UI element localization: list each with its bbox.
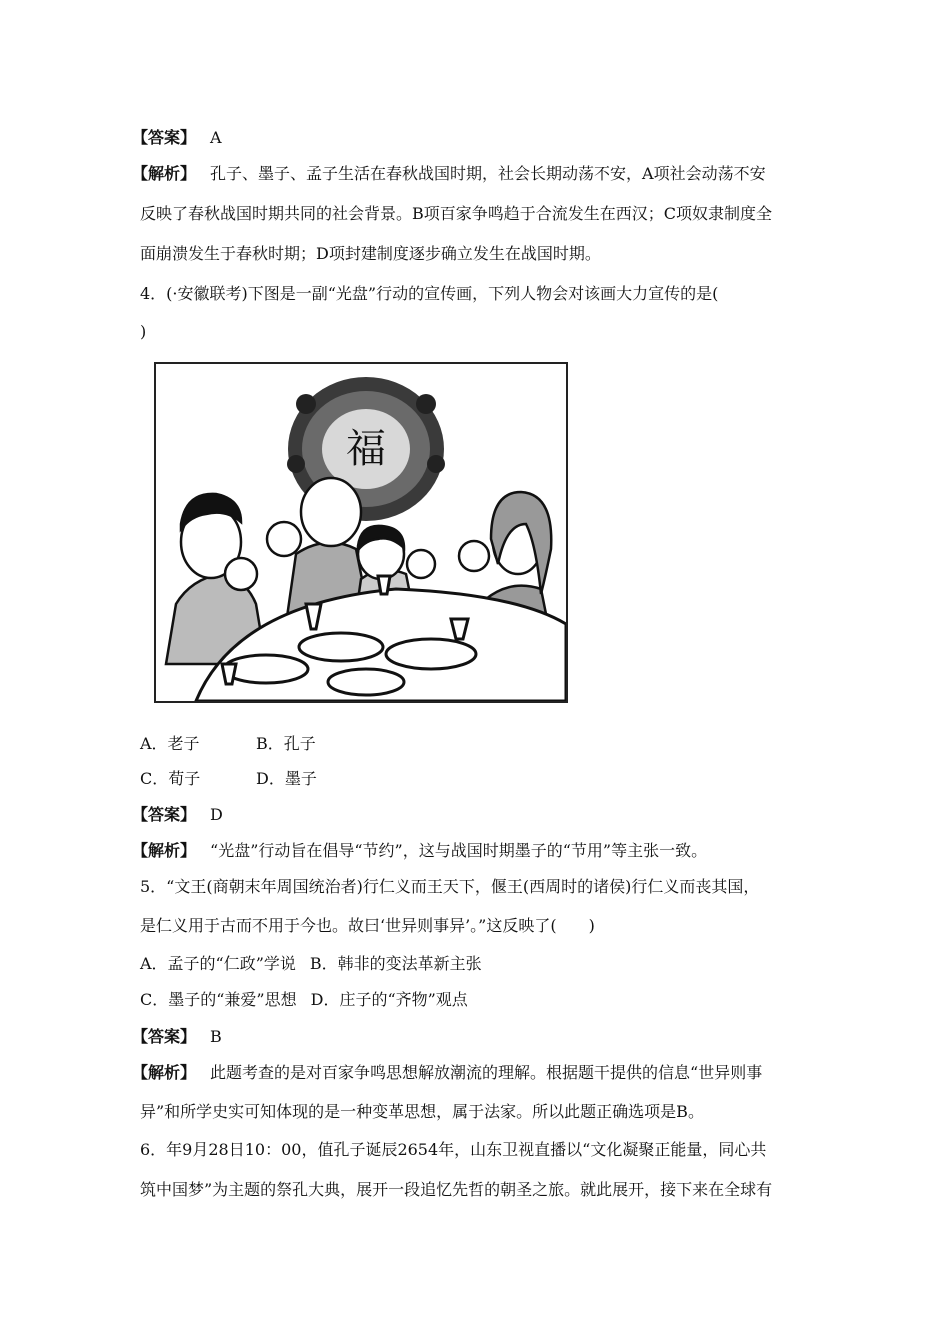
question-stem: 5．“文王(商朝末年周国统治者)行仁义而王天下，偃王(西周时的诸侯)行仁义而丧其国， bbox=[140, 877, 760, 896]
option-a[interactable]: A．老子 bbox=[140, 734, 200, 753]
analysis-label: 【解析】 bbox=[132, 841, 197, 860]
answer-row bbox=[132, 1027, 222, 1047]
analysis-text: “光盘”行动旨在倡导“节约”，这与战国时期墨子的“节用”等主张一致。 bbox=[210, 841, 708, 860]
option-d[interactable]: D．庄子的“齐物”观点 bbox=[310, 990, 468, 1009]
options-row bbox=[140, 954, 482, 974]
fu-character: 福 bbox=[346, 426, 386, 472]
answer-value: D bbox=[210, 805, 223, 824]
poster-illustration bbox=[154, 362, 568, 703]
answer-value: A bbox=[210, 128, 222, 147]
options-row bbox=[140, 769, 317, 789]
analysis-text: 反映了春秋战国时期共同的社会背景。B项百家争鸣趋于合流发生在西汉；C项奴隶制度全 bbox=[140, 204, 773, 223]
option-c[interactable]: C．荀子 bbox=[140, 769, 201, 788]
options-row bbox=[140, 734, 316, 754]
question-stem: 6．年9月28日10：00，值孔子诞辰2654年，山东卫视直播以“文化凝聚正能量，同心共 bbox=[140, 1140, 767, 1159]
option-d[interactable]: D．墨子 bbox=[256, 769, 317, 788]
family-dinner-drawing bbox=[156, 364, 566, 701]
answer-label: 【答案】 bbox=[132, 805, 197, 824]
analysis-label: 【解析】 bbox=[132, 164, 197, 183]
analysis-text: 孔子、墨子、孟子生活在春秋战国时期，社会长期动荡不安，A项社会动荡不安 bbox=[210, 164, 766, 183]
answer-value: B bbox=[210, 1027, 222, 1046]
analysis-text: 面崩溃发生于春秋时期；D项封建制度逐步确立发生在战国时期。 bbox=[140, 244, 601, 263]
question-stem: 筑中国梦”为主题的祭孔大典，展开一段追忆先哲的朝圣之旅。就此展开，接下来在全球有 bbox=[140, 1180, 773, 1199]
question-stem: ) bbox=[140, 322, 147, 341]
option-c[interactable]: C．墨子的“兼爱”思想 bbox=[140, 990, 297, 1009]
option-b[interactable]: B．韩非的变法革新主张 bbox=[309, 954, 482, 973]
question-stem: 4．(·安徽联考)下图是一副“光盘”行动的宣传画，下列人物会对该画大力宣传的是( bbox=[140, 284, 719, 303]
option-b[interactable]: B．孔子 bbox=[256, 734, 316, 753]
answer-label: 【答案】 bbox=[132, 128, 197, 147]
analysis-label: 【解析】 bbox=[132, 1063, 197, 1082]
answer-row bbox=[132, 805, 223, 825]
analysis-text: 异”和所学史实可知体现的是一种变革思想，属于法家。所以此题正确选项是B。 bbox=[140, 1102, 704, 1121]
answer-row bbox=[132, 128, 222, 148]
analysis-text: 此题考查的是对百家争鸣思想解放潮流的理解。根据题干提供的信息“世异则事 bbox=[210, 1063, 763, 1082]
analysis-row bbox=[132, 164, 766, 184]
option-a[interactable]: A．孟子的“仁政”学说 bbox=[140, 954, 296, 973]
question-stem: 是仁义用于古而不用于今也。故曰‘世异则事异’。”这反映了( ) bbox=[140, 916, 595, 935]
analysis-row bbox=[132, 841, 708, 861]
answer-label: 【答案】 bbox=[132, 1027, 197, 1046]
options-row bbox=[140, 990, 468, 1010]
analysis-row bbox=[132, 1063, 763, 1083]
